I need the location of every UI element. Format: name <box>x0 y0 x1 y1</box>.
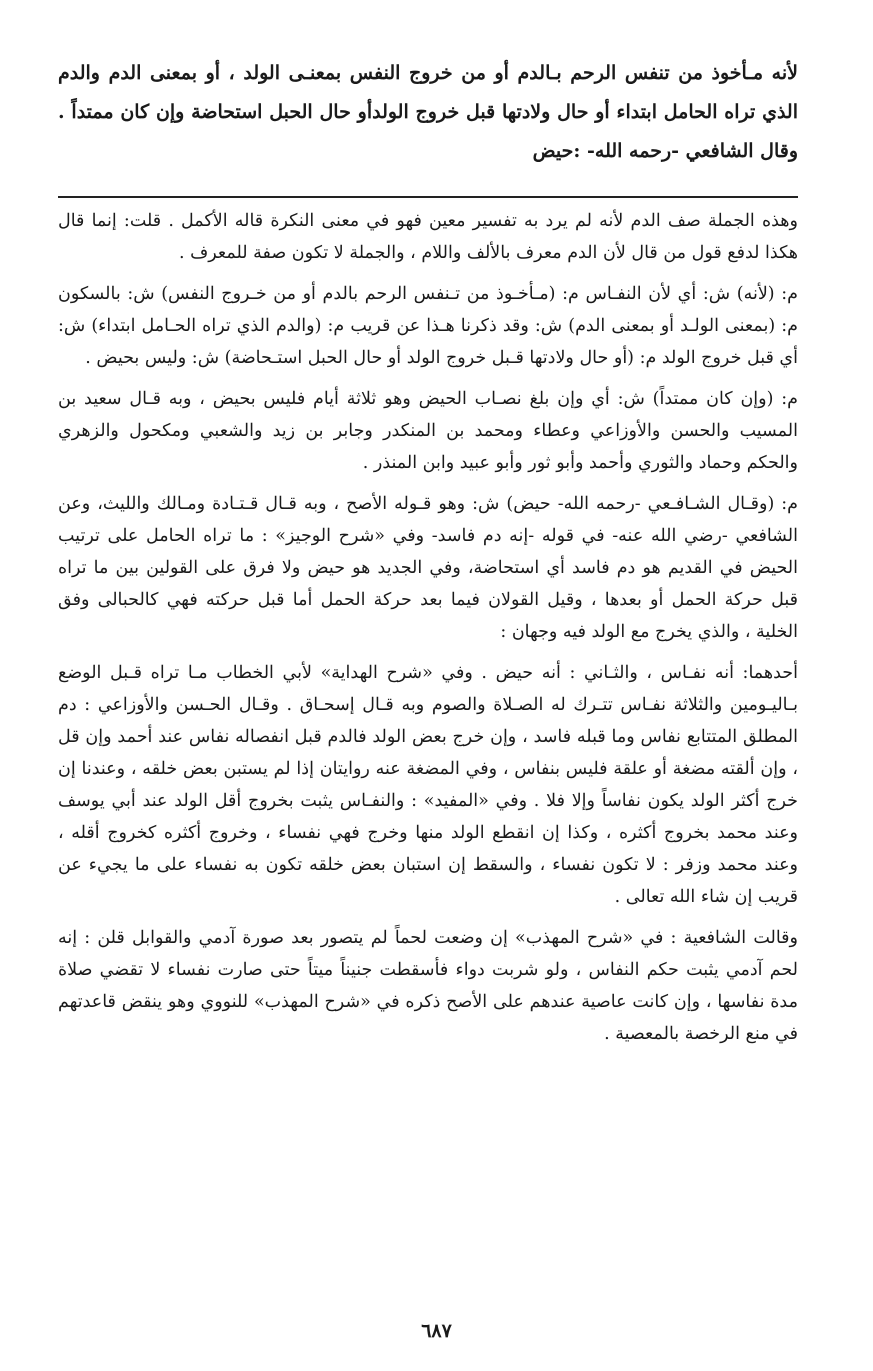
commentary-paragraph: م: (وقـال الشـافـعي -رحمه الله- حيض) ش: وهو قـوله الأصح ، وبه قـال قـتـادة ومـالك والليث، وعن الشافعي -رضي الله عنه- في قوله -إنه دم فاسد- وفي «شرح الوجيز» : ما تراه الحامل على ترتيب الحيض في القديم هو دم فاسد أي استحاضة، وفي الجديد هو حيض ولا فرق على القولين بين ما تراه قبل حركة الحمل أو بعدها ، وقيل القولان فيما بعد حركة الحمل أما قبل حركته فهي كالحبالى وفق الخلية ، والذي يخرج مع الولد فيه وجهان : <box>58 494 798 642</box>
commentary-paragraph: وقالت الشافعية : في «شرح المهذب» إن وضعت لحماً لم يتصور بعد صورة آدمي والقوابل قلن : إنه لحم آدمي يثبت حكم النفاس ، ولو شربت دواء فأسقطت جنيناً ميتاً حتى صارت نفساء لا تقضي صلاة مدة نفاسها ، وإن كانت عاصية عندهم على الأصح ذكره في «شرح المهذب» للنووي وهو ينقض قاعدتهم في منع الرخصة بالمعصية . <box>58 928 798 1044</box>
commentary <box>58 205 798 1059</box>
commentary-paragraph: وهذه الجملة صف الدم لأنه لم يرد به تفسير معين فهو في معنى النكرة قاله الأكمل . قلت: إنما قال هكذا لدفع قول من قال لأن الدم معرف بالألف واللام ، والجملة لا تكون صفة للمعرف . <box>58 211 798 263</box>
commentary-paragraph: م: (وإن كان ممتداً) ش: أي وإن بلغ نصـاب الحيض وهو ثلاثة أيام فليس بحيض ، وبه قـال سعيد بن المسيب والحسن والأوزاعي وعطاء ومحمد بن المنكدر وجابر بن زيد والشعبي ومكحول والزهري والحكم وحماد والثوري وأحمد وأبو ثور وأبو عبيد وابن المنذر . <box>58 389 798 473</box>
separator-line <box>58 196 798 198</box>
commentary-paragraph: أحدهما: أنه نفـاس ، والثـاني : أنه حيض . وفي «شرح الهداية» لأبي الخطاب مـا تراه قـبل الوضع بـاليـومين والثلاثة نفـاس تتـرك له الصـلاة والصوم وبه قـال إسحـاق . وقـال الحـسن والأوزاعي : دم المطلق المتتابع نفاس وما قبله فاسد ، وإن خرج بعض الولد فالدم قبل انفصاله نفاس عند أحمد وإن قل ، وإن ألقته مضغة أو علقة فليس بنفاس ، وفي المضغة عنه روايتان إذا لم يستبن بعض خلقه ، وعندنا إن خرج أكثر الولد يكون نفاساً وإلا فلا . وفي «المفيد» : والنفـاس يثبت بخروج أقل الولد عند أبي يوسف وعند محمد بخروج أكثره ، وكذا إن انقطع الولد منها وخرج فهي نفساء ، وخروج أكثره كخروج أقله ، وعند محمد وزفر : لا تكون نفساء ، والسقط إن استبان بعض خلقه تكون به نفساء على ما يجيء عن قريب إن شاء الله تعالى . <box>58 663 798 907</box>
commentary-paragraph: م: (لأنه) ش: أي لأن النفـاس م: (مـأخـوذ من تـنفس الرحم بالدم أو من خـروج النفس) ش: بالسكون م: (بمعنى الولـد أو بمعنى الدم) ش: وقد ذكرنا هـذا عن قريب م: (والدم الذي تراه الحـامل ابتداء) ش: أي قبل خروج الولد م: (أو حال ولادتها قـبل خروج الولد أو حال الحبل استـحاضة) ش: وليس بحيض . <box>58 284 798 368</box>
page-number: ٦٨٧ <box>421 1320 452 1342</box>
matn-text: لأنه مـأخوذ من تنفس الرحم بـالدم أو من خروج النفس بمعنـى الولد ، أو بمعنى الدم والدم الذي تراه الحامل ابتداء أو حال ولادتها قبل خروج الولدأو حال الحبل استحاضة وإن كان ممتداً . وقال الشافعي -رحمه الله- :حيض <box>58 62 798 162</box>
